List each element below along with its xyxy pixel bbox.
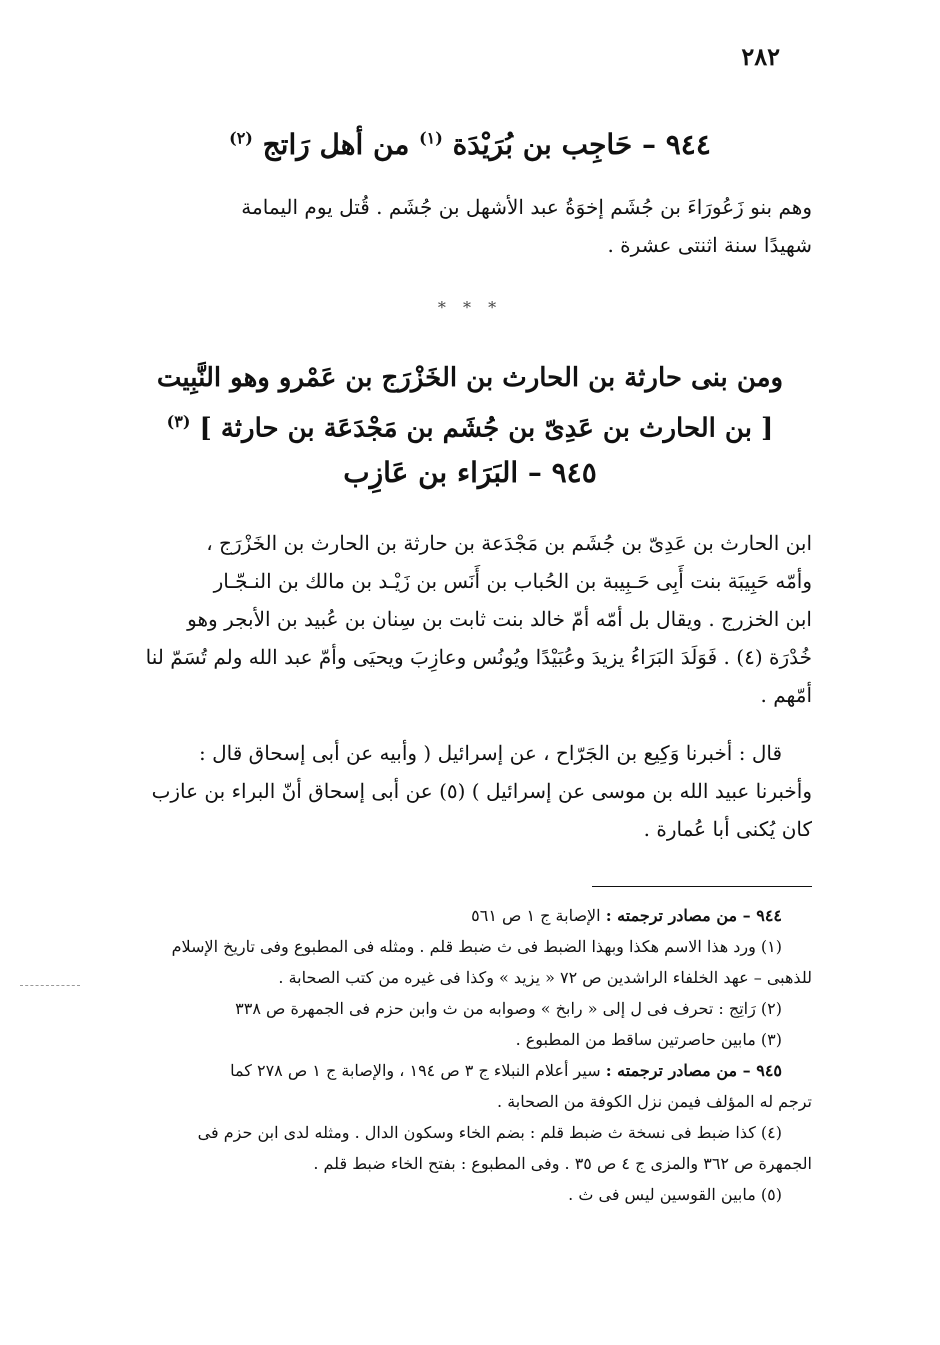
entry-945-heading: ٩٤٥ – البَرَاء بن عَازِب (343, 456, 597, 489)
entry-945-paragraph-1 (118, 524, 812, 714)
footnote-4-line-2: الجمهرة ص ٣٦٢ والمزى ج ٤ ص ٣٥ . وفى المطبوع : بفتح الخاء ضبط قلم . (313, 1154, 812, 1173)
footnote-2: (٢) رَاتِج : تحرف فى ل إلى « رابخ » وصوابه من ث وابن حزم فى الجمهرة ص ٣٣٨ (235, 999, 782, 1018)
section-heading-line-1: ومن بنى حارثة بن الحارث بن الخَزْرَج بن عَمْرو وهو النَّبِيت (156, 363, 784, 393)
sources-945-continued: ترجم له المؤلف فيمن نزل الكوفة من الصحابة . (497, 1092, 812, 1111)
page-number: ٢٨٢ (741, 42, 780, 71)
footnotes (118, 900, 812, 1210)
entry-944-heading (110, 128, 830, 161)
text-line: قال : أخبرنا وَكِيع بن الجَرّاح ، عن إسرائيل ( وأبيه عن أبى إسحاق قال : (199, 741, 782, 765)
margin-mark (20, 985, 80, 986)
text-line: خُدْرَة (٤) . فَوَلَدَ البَرَاءُ يزيدَ وعُبَيْدًا ويُونُس وعازِبَ ويحيَى وأمّ عبد الله ولم تُسَمّ لنا (145, 645, 812, 669)
footnote-divider (592, 886, 812, 887)
entry-945-paragraph-2 (118, 734, 812, 848)
text-line: وأمّه حَبِيبَة بنت أَبِى حَـبِيبة بن الحُباب بن أَنَس بن زَيْـد بن مالك بن النـجّـار (213, 569, 812, 593)
text-line: كان يُكنى أبا عُمارة . (643, 817, 812, 841)
text-line: وهم بنو زَعُورَاءَ بن جُشَم إخوَةُ عبد الأشهل بن جُشَم . قُتل يوم اليمامة (241, 195, 812, 219)
text-line: وأخبرنا عبيد الله بن موسى عن إسرائيل ) (٥) عن أبى إسحاق أنّ البراء بن عازب (151, 779, 812, 803)
entry-944-title: ٩٤٤ – حَاجِب بن بُرَيْدَة (452, 128, 711, 161)
footnote-4-line-1: (٤) كذا ضبط فى نسخة ث ضبط قلم : بضم الخاء وسكون الدال . ومثله لدى ابن حزم فى (197, 1123, 782, 1142)
sources-944-text: الإصابة ج ١ ص ٥٦١ (471, 906, 601, 925)
text-line: ابن الخزرج . ويقال بل أمّه أمّ خالد بنت ثابت بن سِنان بن عُبيد بن الأبجر وهو (187, 607, 812, 631)
footnote-1-line-2: للذهبى – عهد الخلفاء الراشدين ص ٧٢ « يزيد » وكذا فى غيره من كتب الصحابة . (278, 968, 812, 987)
text-line: ابن الحارث بن عَدِىّ بن جُشَم بن مَجْدَعة بن حارثة بن الحارث بن الخَزْرَج ، (206, 531, 812, 555)
section-heading-line-2-text: [ بن الحارث بن عَدِىّ بن جُشَم بن مَجْدَعَة بن حارثة ] (199, 413, 774, 444)
footnote-ref-1[interactable]: (١) (419, 128, 443, 148)
sources-945-label: ٩٤٥ – من مصادر ترجمته : (605, 1061, 782, 1080)
sources-945 (118, 1055, 812, 1086)
entry-944-paragraph (118, 188, 812, 264)
footnote-ref-2[interactable]: (٢) (229, 128, 253, 148)
section-heading-line-2 (110, 400, 830, 451)
footnote-1-line-1: (١) ورد هذا الاسم هكذا وبهذا الضبط فى ث ضبط قلم . ومثله فى المطبوع وفى تاريخ الإسلام (171, 937, 782, 956)
sources-944-label: ٩٤٤ – من مصادر ترجمته : (605, 906, 782, 925)
section-separator: * * * (437, 298, 503, 317)
sources-945-text: سير أعلام النبلاء ج ٣ ص ١٩٤ ، والإصابة ج ١ ص ٢٧٨ كما (230, 1061, 601, 1080)
sources-944 (118, 900, 812, 931)
text-line: أمّهم . (760, 683, 812, 707)
footnote-5: (٥) مابين القوسين ليس فى ث . (568, 1185, 782, 1204)
entry-944-title-tail: من أهل رَاتج (262, 128, 410, 161)
section-heading (110, 356, 830, 451)
footnote-ref-3[interactable]: (٣) (166, 412, 191, 431)
footnote-3: (٣) مابين حاصرتين ساقط من المطبوع . (515, 1030, 782, 1049)
text-line: شهيدًا سنة اثنتى عشرة . (607, 233, 812, 257)
